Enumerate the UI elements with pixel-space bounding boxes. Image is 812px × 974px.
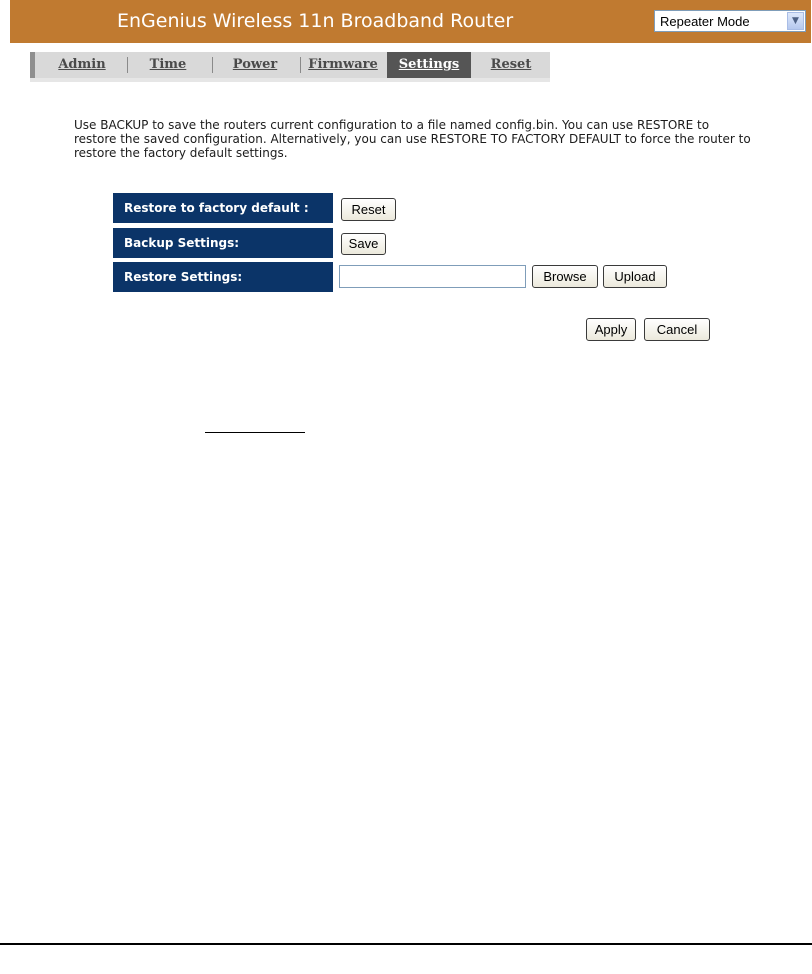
mode-select[interactable] — [654, 10, 806, 32]
chevron-down-icon[interactable]: ▼ — [787, 12, 804, 30]
apply-button[interactable]: Apply — [586, 318, 636, 341]
tab-power[interactable]: Power — [232, 57, 278, 72]
mode-select-value: Repeater Mode — [660, 14, 750, 29]
page-title: EnGenius Wireless 11n Broadband Router — [117, 10, 514, 32]
tab-time[interactable]: Time — [149, 57, 187, 72]
tab-reset[interactable]: Reset — [490, 57, 532, 72]
tab-settings[interactable]: Settings — [387, 52, 471, 78]
upload-button[interactable]: Upload — [603, 265, 667, 288]
restore-file-input[interactable] — [339, 265, 526, 288]
cancel-button[interactable]: Cancel — [644, 318, 710, 341]
backup-save-button[interactable]: Save — [341, 233, 386, 255]
tab-admin[interactable]: Admin — [58, 57, 106, 72]
tab-bar — [30, 52, 550, 78]
restore-settings-label: Restore Settings: — [113, 262, 333, 292]
tab-firmware[interactable]: Firmware — [308, 57, 378, 72]
router-settings-page — [10, 0, 811, 345]
factory-default-label: Restore to factory default : — [113, 193, 333, 223]
backup-settings-label: Backup Settings: — [113, 228, 333, 258]
header-bar — [10, 0, 811, 43]
page-footer-rule — [0, 943, 812, 945]
document-underline — [205, 432, 305, 433]
browse-button[interactable]: Browse — [532, 265, 598, 288]
factory-reset-button[interactable]: Reset — [341, 198, 396, 221]
tab-bar-underline — [30, 78, 550, 82]
settings-description: Use BACKUP to save the routers current configuration to a file named config.bin. You can use RESTORE to restore the saved configuration. Alternatively, you can use RESTORE TO FACTORY DEFAULT to force the router to restore the factory default settings. — [74, 118, 751, 160]
